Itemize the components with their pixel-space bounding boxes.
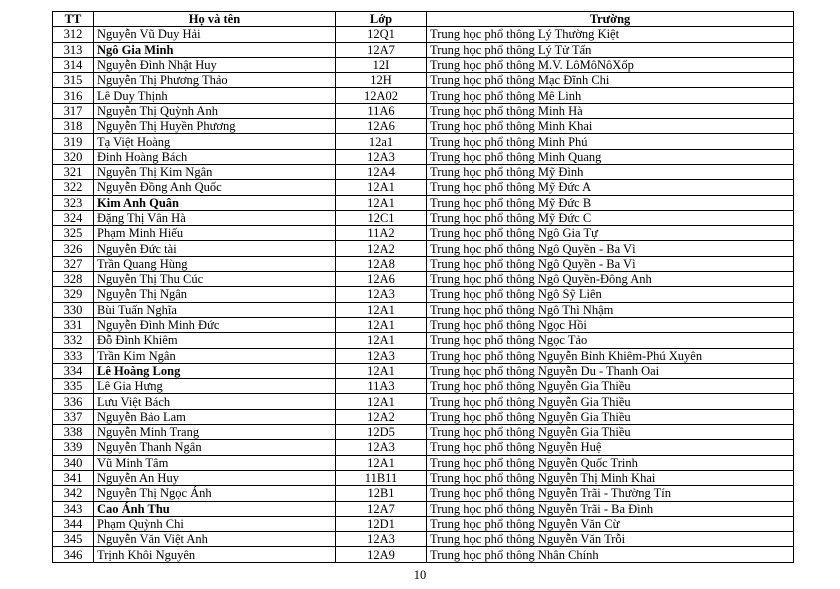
cell-lop: 12A9 [336, 547, 427, 562]
cell-lop: 12A1 [336, 455, 427, 470]
cell-name: Nguyễn Thị Kim Ngân [94, 164, 336, 179]
cell-school: Trung học phổ thông M.V. LôMôNôXốp [427, 57, 794, 72]
header-tt: TT [53, 12, 94, 27]
cell-tt: 330 [53, 302, 94, 317]
cell-tt: 338 [53, 425, 94, 440]
table-row [53, 363, 794, 378]
cell-lop: 12A1 [336, 317, 427, 332]
cell-lop: 12A1 [336, 180, 427, 195]
cell-school: Trung học phổ thông Minh Phú [427, 134, 794, 149]
cell-tt: 329 [53, 287, 94, 302]
cell-name: Trịnh Khôi Nguyên [94, 547, 336, 562]
cell-school: Trung học phổ thông Minh Quang [427, 149, 794, 164]
cell-lop: 12A3 [336, 532, 427, 547]
cell-name: Nguyễn Đình Nhật Huy [94, 57, 336, 72]
table-row [53, 394, 794, 409]
cell-name: Trần Quang Hùng [94, 256, 336, 271]
cell-name: Lê Hoàng Long [94, 363, 336, 378]
table-row [53, 149, 794, 164]
cell-tt: 320 [53, 149, 94, 164]
header-school: Trường [427, 12, 794, 27]
table-row [53, 88, 794, 103]
cell-tt: 314 [53, 57, 94, 72]
cell-tt: 326 [53, 241, 94, 256]
cell-school: Trung học phổ thông Nguyễn Huệ [427, 440, 794, 455]
cell-lop: 11A3 [336, 379, 427, 394]
cell-tt: 323 [53, 195, 94, 210]
cell-lop: 12A1 [336, 195, 427, 210]
cell-school: Trung học phổ thông Ngô Quyền-Đông Anh [427, 272, 794, 287]
cell-name: Nguyễn Thị Ngọc Ánh [94, 486, 336, 501]
cell-lop: 12A7 [336, 42, 427, 57]
cell-name: Nguyễn Văn Việt Anh [94, 532, 336, 547]
cell-lop: 12A1 [336, 394, 427, 409]
cell-name: Nguyễn Vũ Duy Hải [94, 27, 336, 42]
cell-lop: 12Q1 [336, 27, 427, 42]
table-row [53, 379, 794, 394]
cell-school: Trung học phổ thông Nguyễn Bỉnh Khiêm-Phú Xuyên [427, 348, 794, 363]
table-row [53, 532, 794, 547]
cell-school: Trung học phổ thông Ngọc Hồi [427, 317, 794, 332]
header-lop: Lớp [336, 12, 427, 27]
cell-school: Trung học phổ thông Nguyễn Quốc Trinh [427, 455, 794, 470]
cell-tt: 341 [53, 470, 94, 485]
table-row [53, 241, 794, 256]
cell-tt: 332 [53, 333, 94, 348]
table-row [53, 440, 794, 455]
cell-lop: 12A2 [336, 409, 427, 424]
cell-name: Bùi Tuấn Nghĩa [94, 302, 336, 317]
cell-school: Trung học phổ thông Lý Tử Tấn [427, 42, 794, 57]
cell-name: Đinh Hoàng Bách [94, 149, 336, 164]
cell-name: Lê Duy Thịnh [94, 88, 336, 103]
cell-school: Trung học phổ thông Minh Khai [427, 119, 794, 134]
table-row [53, 516, 794, 531]
cell-name: Trần Kim Ngân [94, 348, 336, 363]
cell-lop: 12A8 [336, 256, 427, 271]
table-row [53, 272, 794, 287]
cell-name: Cao Ánh Thu [94, 501, 336, 516]
table-row [53, 73, 794, 88]
cell-lop: 12A6 [336, 119, 427, 134]
cell-school: Trung học phổ thông Mỹ Đình [427, 164, 794, 179]
cell-school: Trung học phổ thông Nguyễn Văn Cừ [427, 516, 794, 531]
cell-school: Trung học phổ thông Nguyễn Văn Trỗi [427, 532, 794, 547]
table-row [53, 164, 794, 179]
cell-school: Trung học phổ thông Nguyễn Gia Thiều [427, 425, 794, 440]
cell-lop: 12B1 [336, 486, 427, 501]
cell-name: Lê Gia Hưng [94, 379, 336, 394]
table-row [53, 486, 794, 501]
cell-name: Nguyễn Thị Quỳnh Anh [94, 103, 336, 118]
cell-school: Trung học phổ thông Ngô Thì Nhậm [427, 302, 794, 317]
cell-school: Trung học phổ thông Nguyễn Thị Minh Khai [427, 470, 794, 485]
cell-tt: 331 [53, 317, 94, 332]
table-row [53, 470, 794, 485]
cell-tt: 334 [53, 363, 94, 378]
cell-school: Trung học phổ thông Lý Thường Kiệt [427, 27, 794, 42]
table-row [53, 180, 794, 195]
cell-lop: 12H [336, 73, 427, 88]
table-row [53, 409, 794, 424]
cell-school: Trung học phổ thông Nguyễn Gia Thiều [427, 394, 794, 409]
table-row [53, 287, 794, 302]
cell-tt: 339 [53, 440, 94, 455]
cell-name: Nguyễn Thị Ngân [94, 287, 336, 302]
cell-name: Nguyễn Minh Trang [94, 425, 336, 440]
cell-name: Nguyễn Bảo Lam [94, 409, 336, 424]
cell-lop: 12A1 [336, 302, 427, 317]
cell-lop: 12a1 [336, 134, 427, 149]
cell-school: Trung học phổ thông Ngô Quyền - Ba Vì [427, 241, 794, 256]
cell-school: Trung học phổ thông Ngô Gia Tự [427, 226, 794, 241]
table-row [53, 103, 794, 118]
cell-lop: 12C1 [336, 210, 427, 225]
cell-school: Trung học phổ thông Ngô Quyền - Ba Vì [427, 256, 794, 271]
cell-tt: 313 [53, 42, 94, 57]
cell-school: Trung học phổ thông Mỹ Đức B [427, 195, 794, 210]
cell-name: Nguyễn Đồng Anh Quốc [94, 180, 336, 195]
table-row [53, 27, 794, 42]
cell-tt: 322 [53, 180, 94, 195]
table-row [53, 501, 794, 516]
cell-name: Nguyễn Thị Thu Cúc [94, 272, 336, 287]
cell-tt: 321 [53, 164, 94, 179]
cell-lop: 12D1 [336, 516, 427, 531]
cell-tt: 318 [53, 119, 94, 134]
table-row [53, 195, 794, 210]
cell-tt: 343 [53, 501, 94, 516]
cell-tt: 328 [53, 272, 94, 287]
table-row [53, 333, 794, 348]
cell-tt: 346 [53, 547, 94, 562]
cell-tt: 345 [53, 532, 94, 547]
cell-name: Nguyễn Thanh Ngân [94, 440, 336, 455]
cell-name: Nguyễn An Huy [94, 470, 336, 485]
table-row [53, 425, 794, 440]
table-row [53, 455, 794, 470]
cell-school: Trung học phổ thông Nguyễn Gia Thiều [427, 379, 794, 394]
student-list-table [52, 11, 794, 563]
cell-lop: 12A6 [336, 272, 427, 287]
cell-school: Trung học phổ thông Nhân Chính [427, 547, 794, 562]
cell-tt: 317 [53, 103, 94, 118]
cell-name: Vũ Minh Tâm [94, 455, 336, 470]
cell-name: Nguyễn Thị Huyền Phương [94, 119, 336, 134]
cell-tt: 333 [53, 348, 94, 363]
cell-lop: 11A6 [336, 103, 427, 118]
cell-school: Trung học phổ thông Ngọc Tảo [427, 333, 794, 348]
page-number: 10 [413, 568, 427, 582]
table-row [53, 57, 794, 72]
cell-name: Ngô Gia Minh [94, 42, 336, 57]
cell-name: Nguyễn Thị Phương Thảo [94, 73, 336, 88]
cell-lop: 12A2 [336, 241, 427, 256]
table-row [53, 547, 794, 562]
cell-lop: 12A7 [336, 501, 427, 516]
cell-name: Phạm Quỳnh Chi [94, 516, 336, 531]
table-body [53, 27, 794, 562]
cell-name: Tạ Việt Hoàng [94, 134, 336, 149]
cell-tt: 312 [53, 27, 94, 42]
cell-lop: 11A2 [336, 226, 427, 241]
cell-school: Trung học phổ thông Mạc Đĩnh Chi [427, 73, 794, 88]
cell-lop: 12A3 [336, 440, 427, 455]
cell-lop: 12A3 [336, 287, 427, 302]
cell-tt: 340 [53, 455, 94, 470]
cell-lop: 12A4 [336, 164, 427, 179]
cell-name: Kim Anh Quân [94, 195, 336, 210]
cell-lop: 12A1 [336, 363, 427, 378]
cell-name: Phạm Minh Hiếu [94, 226, 336, 241]
table-header-row [53, 12, 794, 27]
header-name: Họ và tên [94, 12, 336, 27]
cell-lop: 12D5 [336, 425, 427, 440]
cell-tt: 327 [53, 256, 94, 271]
table-row [53, 302, 794, 317]
cell-name: Đặng Thị Vân Hà [94, 210, 336, 225]
cell-lop: 11B11 [336, 470, 427, 485]
cell-tt: 319 [53, 134, 94, 149]
table-row [53, 210, 794, 225]
cell-lop: 12I [336, 57, 427, 72]
cell-tt: 344 [53, 516, 94, 531]
cell-school: Trung học phổ thông Nguyễn Du - Thanh Oai [427, 363, 794, 378]
cell-tt: 315 [53, 73, 94, 88]
cell-tt: 335 [53, 379, 94, 394]
cell-school: Trung học phổ thông Mỹ Đức A [427, 180, 794, 195]
cell-tt: 325 [53, 226, 94, 241]
cell-school: Trung học phổ thông Nguyễn Trãi - Thường Tín [427, 486, 794, 501]
cell-name: Nguyễn Đình Minh Đức [94, 317, 336, 332]
table-row [53, 317, 794, 332]
cell-tt: 337 [53, 409, 94, 424]
cell-name: Đỗ Đình Khiêm [94, 333, 336, 348]
table-row [53, 119, 794, 134]
cell-school: Trung học phổ thông Minh Hà [427, 103, 794, 118]
cell-lop: 12A1 [336, 333, 427, 348]
cell-school: Trung học phổ thông Ngô Sỹ Liên [427, 287, 794, 302]
cell-name: Nguyễn Đức tài [94, 241, 336, 256]
table-row [53, 42, 794, 57]
table-row [53, 226, 794, 241]
cell-name: Lưu Việt Bách [94, 394, 336, 409]
cell-lop: 12A3 [336, 149, 427, 164]
cell-school: Trung học phổ thông Mê Linh [427, 88, 794, 103]
cell-lop: 12A3 [336, 348, 427, 363]
cell-school: Trung học phổ thông Nguyễn Gia Thiều [427, 409, 794, 424]
cell-tt: 324 [53, 210, 94, 225]
cell-school: Trung học phổ thông Nguyễn Trãi - Ba Đình [427, 501, 794, 516]
cell-tt: 316 [53, 88, 94, 103]
cell-tt: 342 [53, 486, 94, 501]
table-row [53, 134, 794, 149]
cell-lop: 12A02 [336, 88, 427, 103]
cell-tt: 336 [53, 394, 94, 409]
table-row [53, 348, 794, 363]
cell-school: Trung học phổ thông Mỹ Đức C [427, 210, 794, 225]
table-row [53, 256, 794, 271]
